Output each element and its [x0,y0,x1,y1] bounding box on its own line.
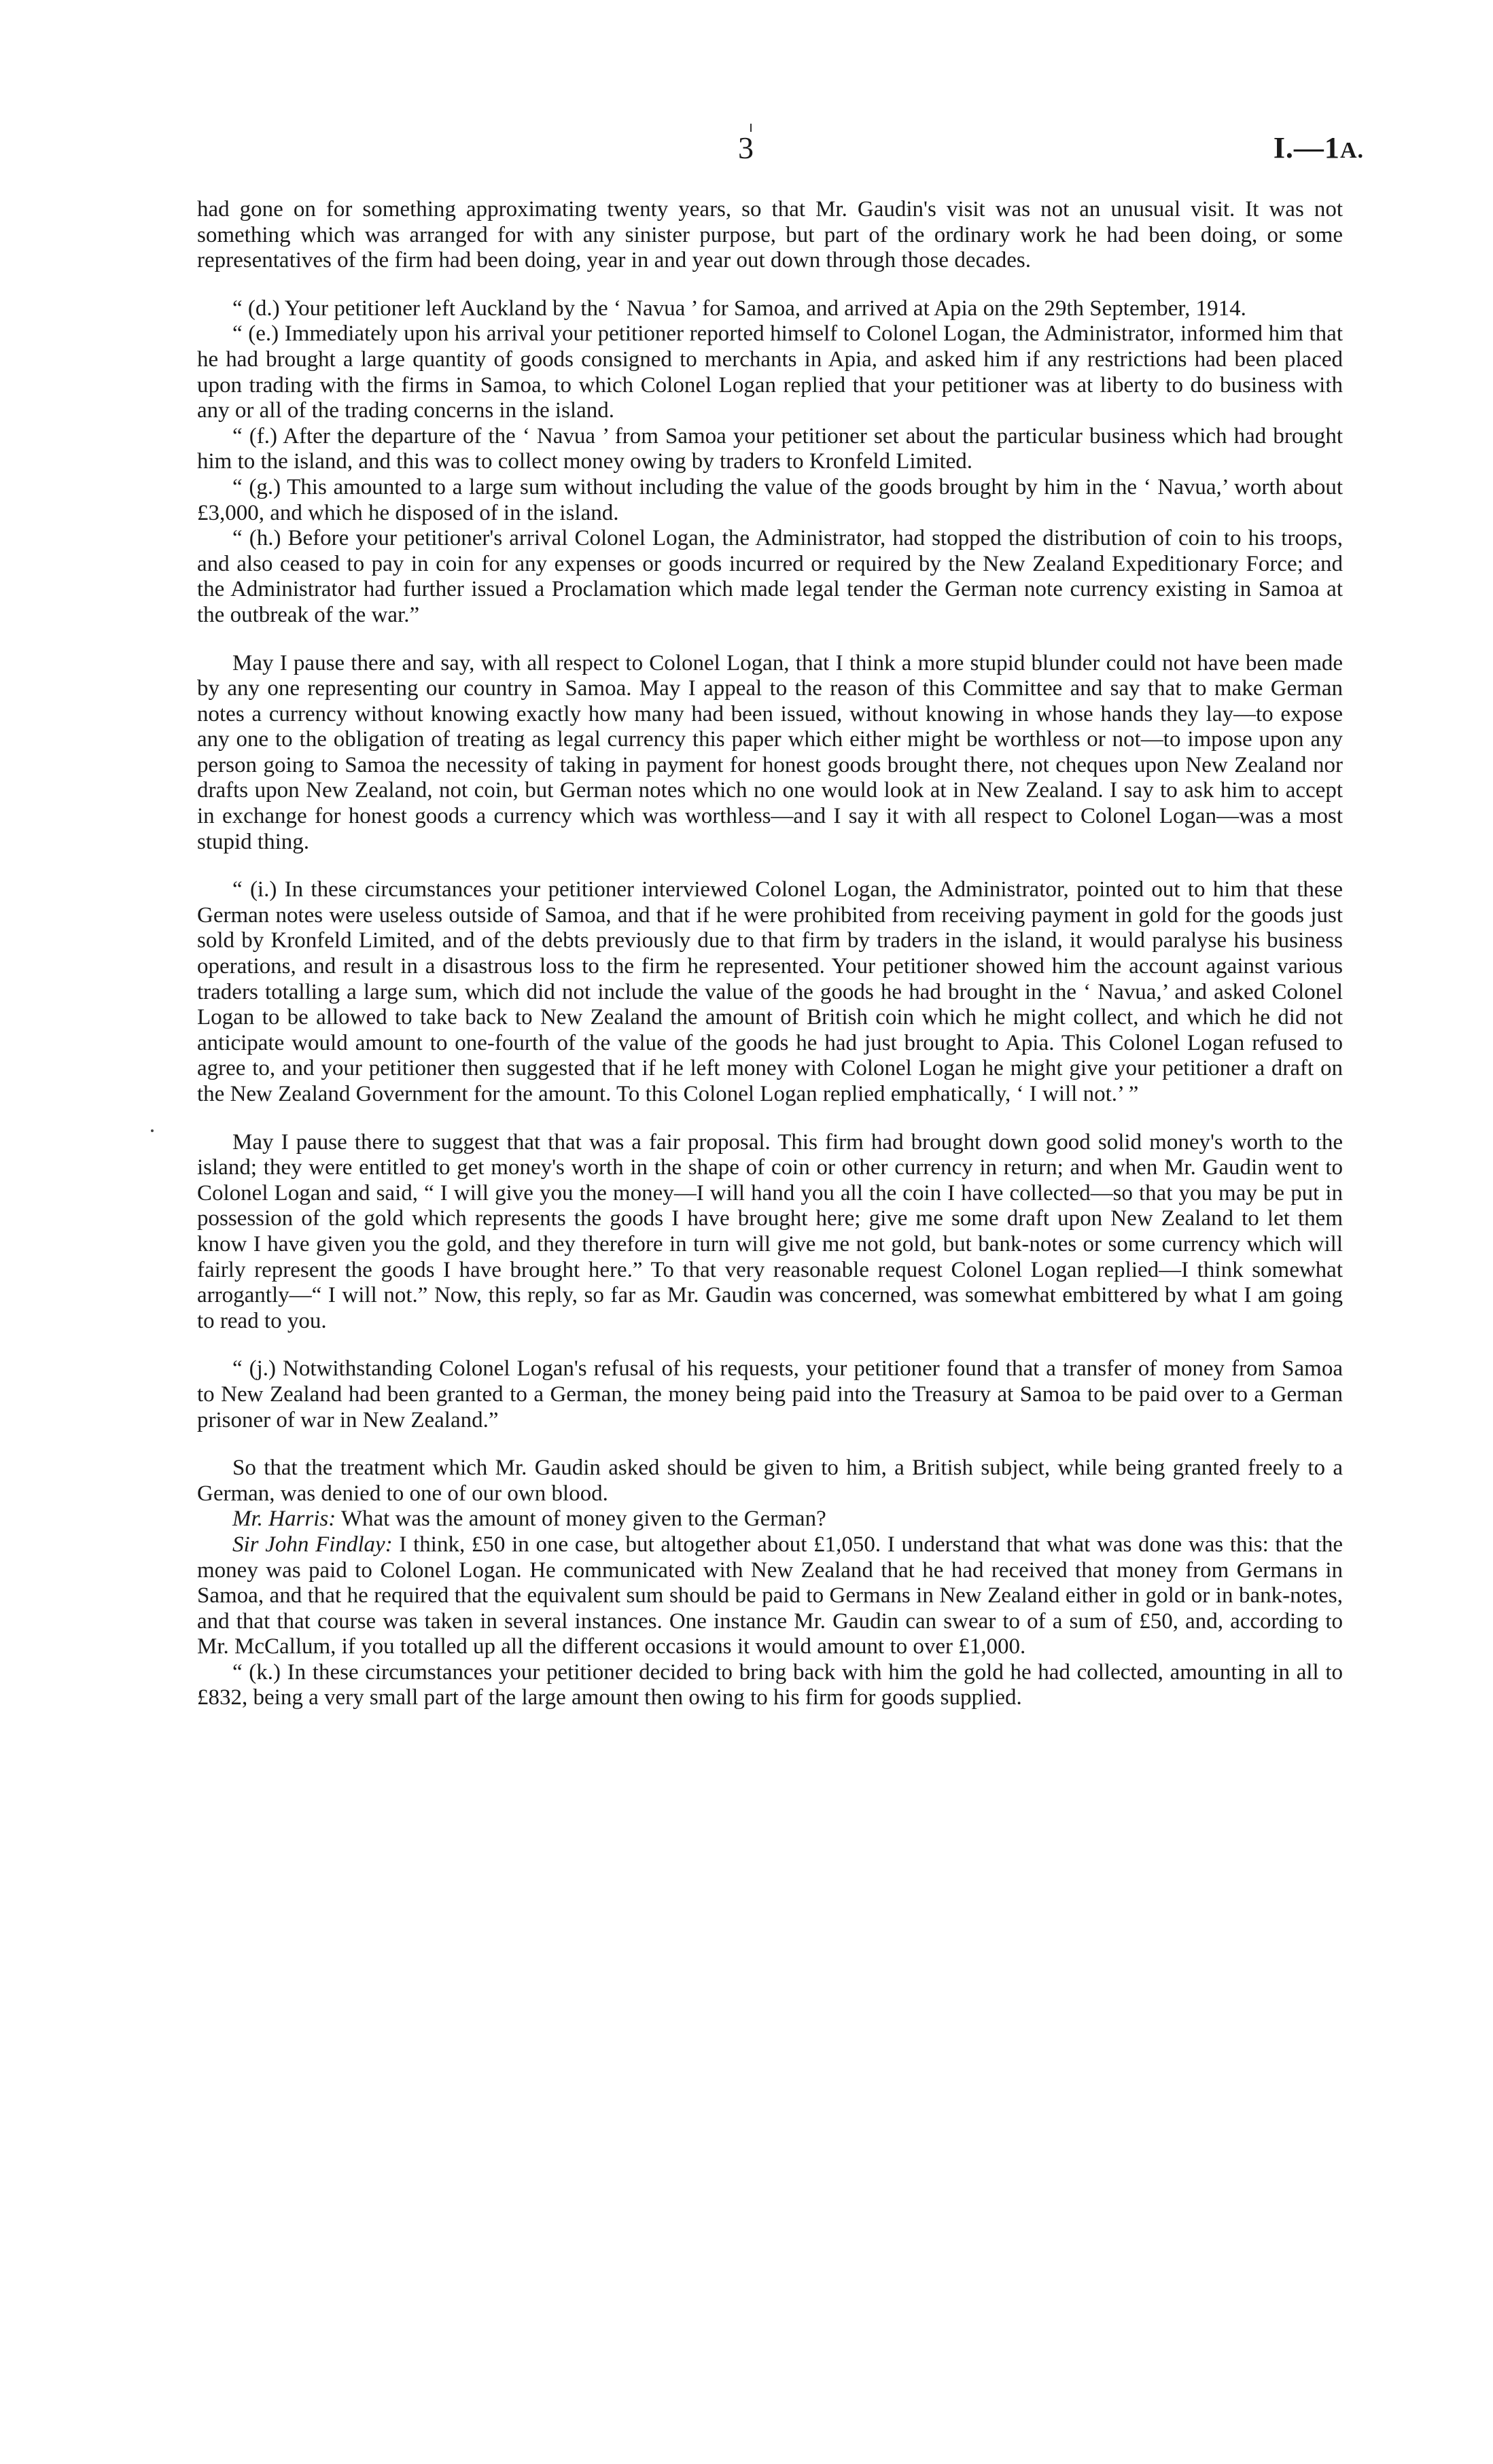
paragraph-commentary-2: May I pause there to suggest that that was a fair proposal. This firm had brought down good solid money's worth to the island; they were entitled to get money's worth in the shape of coin or other currency in return; and when Mr. Gaudin went to Colonel Logan and said, “ I will give you the money—I will hand you all the coin I have collected—so that you may be put in possession of the gold which represents the goods I have brought here; give me some draft upon New Zealand to let them know I have given you the gold, and they therefore in turn will give me not gold, but bank-notes or some currency which will fairly represent the goods I have brought here.” To that very reasonable request Colonel Logan replied—I think somewhat arrogantly—“ I will not.” Now, this reply, so far as Mr. Gaudin was concerned, was somewhat embittered by what I am going to read to you. [197,1129,1343,1333]
margin-dot [151,1129,154,1132]
paragraph-question-harris [197,1507,1343,1532]
speech-text: I think, £50 in one case, but altogether about £1,050. I understand that what was done was this: that the money was paid to Colonel Logan. He communicated with New Zealand that he had received that money from Germans in Samoa, and that he required that the equivalent sum should be paid to Germans in New Zealand either in gold or in bank-notes, and that that course was taken in several instances. One instance Mr. Gaudin can swear to of a sum of £50, and, according to Mr. McCallum, if you totalled up all the different occasions it would amount to over £1,000. [197,1532,1343,1659]
paragraph-commentary-1: May I pause there and say, with all respect to Colonel Logan, that I think a more stupid blunder could not have been made by any one representing our country in Samoa. May I appeal to the reason of this Committee and say that to make German notes a currency without knowing exactly how many had been issued, without knowing in whose hands they lay—to expose any one to the obligation of treating as legal currency this paper which either might be worthless or not—to impose upon any person going to Samoa the necessity of taking in payment for honest goods brought there, not cheques upon New Zealand nor drafts upon New Zealand, not coin, but German notes which no one would look at in New Zealand. I say to ask him to accept in exchange for honest goods a currency which was worthless—and I say it with all respect to Colonel Logan—was a most stupid thing. [197,650,1343,854]
document-reference-suffix: A. [1339,138,1364,163]
paragraph-clause-d: “ (d.) Your petitioner left Auckland by the ‘ Navua ’ for Samoa, and arrived at Apia on the 29th September, 1914. [232,296,1246,321]
document-reference [1274,128,1364,171]
body-text [197,197,1343,1711]
page-number: 3 [738,130,754,165]
paragraph-answer-findlay [197,1532,1343,1660]
paragraph-clause-j: “ (j.) Notwithstanding Colonel Logan's refusal of his requests, your petitioner found that a transfer of money from Samoa to New Zealand had been granted to a German, the money being paid into the Treasury at Samoa to be paid over to a German prisoner of war in New Zealand.” [197,1356,1343,1432]
paragraph-clause-g: “ (g.) This amounted to a large sum without including the value of the goods brought by him in the ‘ Navua,’ worth about £3,000, and which he disposed of in the island. [197,474,1343,525]
page-header [0,128,1493,169]
paragraph-clause-h: “ (h.) Before your petitioner's arrival Colonel Logan, the Administrator, had stopped the distribution of coin to his troops, and also ceased to pay in coin for any expenses or goods incurred or required by the New Zealand Expeditionary Force; and the Administrator had further issued a Proclamation which made legal tender the German note currency existing in Samoa at the outbreak of the war.” [197,526,1343,627]
speech-text: What was the amount of money given to the German? [336,1507,826,1532]
document-reference-main: I.—1 [1273,131,1340,164]
paragraph-clause-e: “ (e.) Immediately upon his arrival your petitioner reported himself to Colonel Logan, the Administrator, informed him that he had brought a large quantity of goods consigned to merchants in Apia, and asked him if any restrictions had been placed upon trading with the firms in Samoa, to which Colonel Logan replied that your petitioner was at liberty to do business with any or all of the trading concerns in the island. [197,321,1343,423]
paragraph-clause-f: “ (f.) After the departure of the ‘ Navua ’ from Samoa your petitioner set about the particular business which had brought him to the island, and this was to collect money owing by traders to Kronfeld Limited. [197,423,1343,474]
paragraph-commentary-3: So that the treatment which Mr. Gaudin asked should be given to him, a British subject, while being granted freely to a German, was denied to one of our own blood. [197,1456,1343,1506]
speaker-label: Sir John Findlay: [232,1532,393,1557]
paragraph-clause-i: “ (i.) In these circumstances your petitioner interviewed Colonel Logan, the Administrator, pointed out to him that these German notes were useless outside of Samoa, and that if he were prohibited from receiving payment in gold for the goods just sold by Kronfeld Limited, and of the debts previously due to that firm by traders in the island, it would paralyse his business operations, and result in a disastrous loss to the firm he represented. Your petitioner showed him the account against various traders totalling a large sum, which did not include the value of the goods he had brought in the ‘ Navua,’ and asked Colonel Logan to be allowed to take back to New Zealand the amount of British coin which he might collect, and which he did not anticipate would amount to one-fourth of the value of the goods he had just brought to Apia. This Colonel Logan refused to agree to, and your petitioner then suggested that if he left money with Colonel Logan he might give your petitioner a draft on the New Zealand Government for the amount. To this Colonel Logan replied emphatically, ‘ I will not.’ ” [197,877,1343,1106]
speaker-label: Mr. Harris: [232,1507,336,1532]
paragraph-clause-k: “ (k.) In these circumstances your petitioner decided to bring back with him the gold he had collected, amounting in all to £832, being a very small part of the large amount then owing to his firm for goods supplied. [197,1659,1343,1710]
paragraph-continuation: had gone on for something approximating twenty years, so that Mr. Gaudin's visit was not an unusual visit. It was not something which was arranged for with any sinister purpose, but part of the ordinary work he had been doing, or some representatives of the firm had been doing, year in and year out down through those decades. [197,197,1343,273]
